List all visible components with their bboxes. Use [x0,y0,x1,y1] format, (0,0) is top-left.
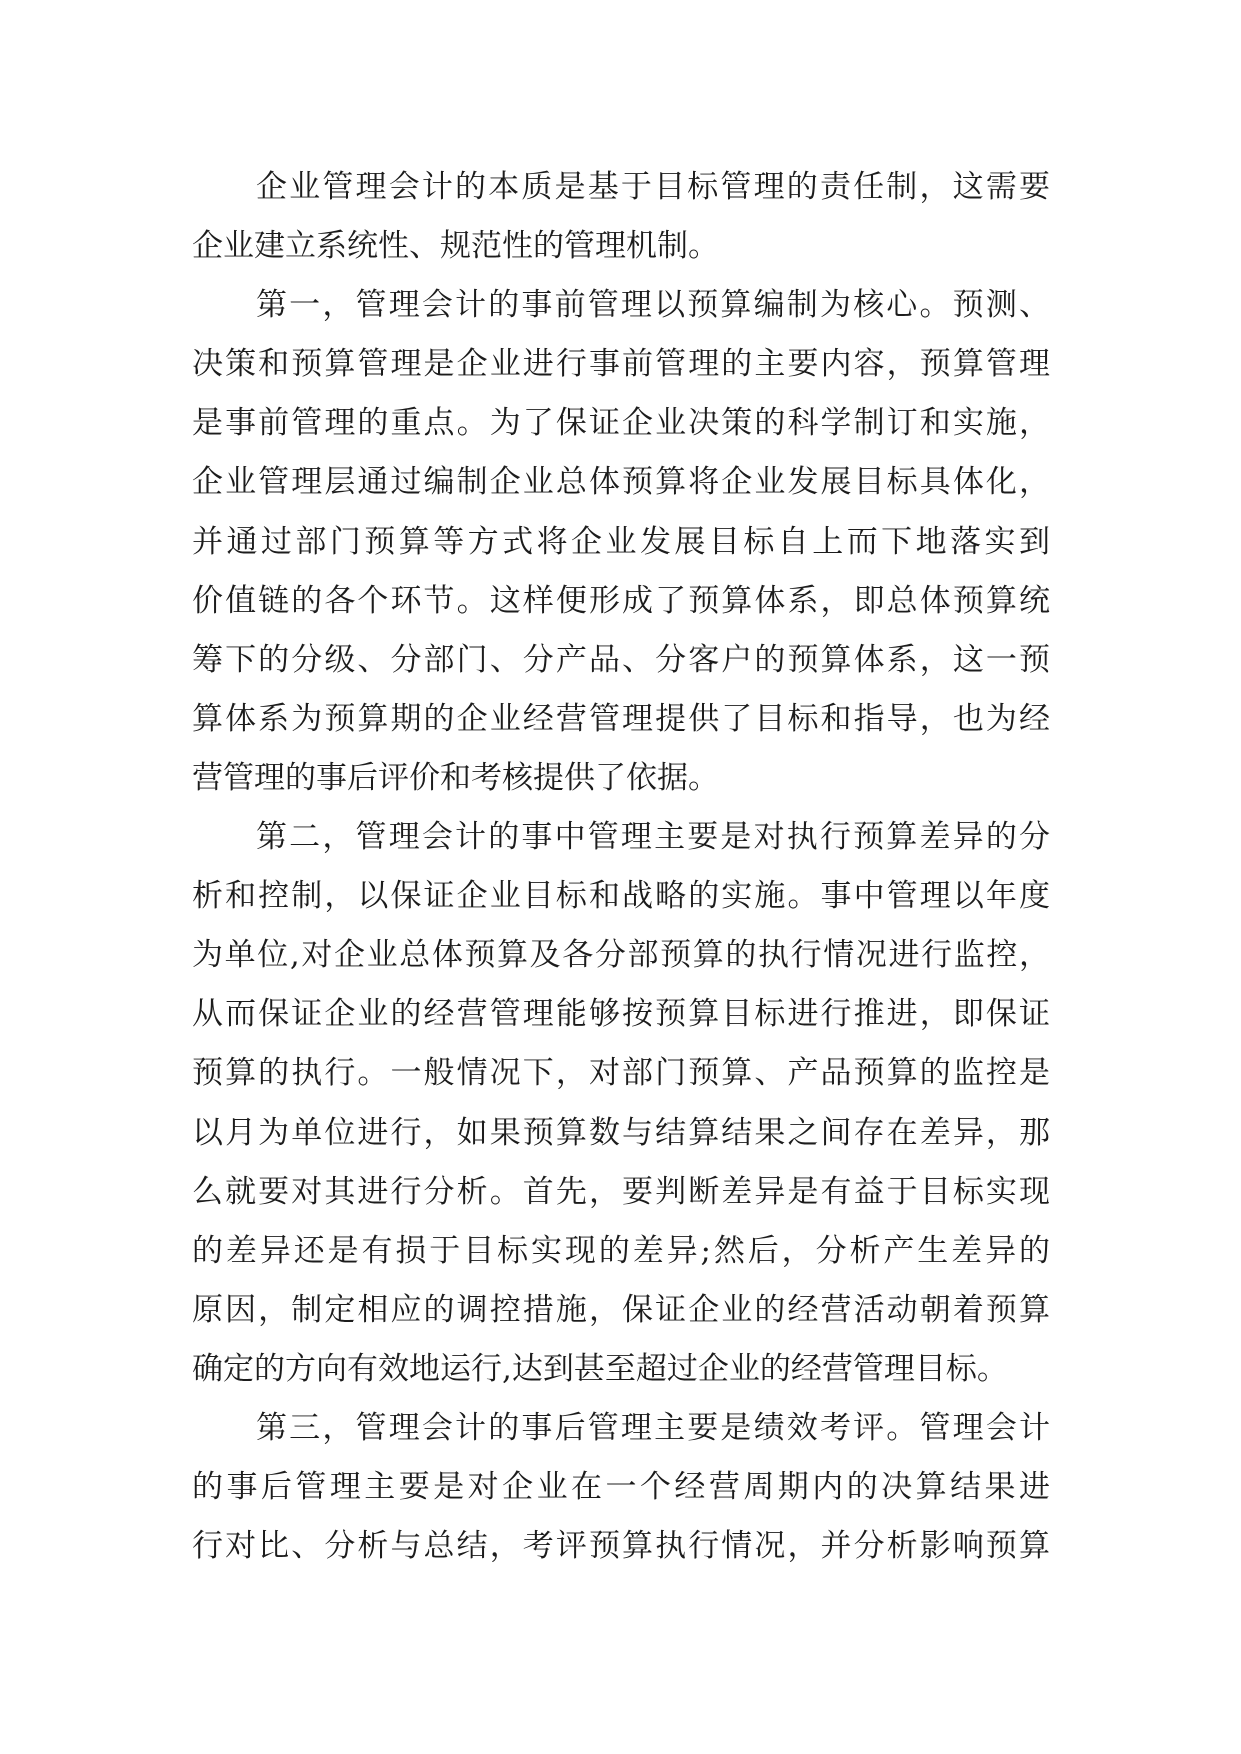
paragraph-2-line-8: 算体系为预算期的企业经营管理提供了目标和指导，也为经 [192,700,1050,737]
paragraph-2-line-5: 并通过部门预算等方式将企业发展目标自上而下地落实到 [192,523,1050,560]
paragraph-1-line-1: 企业管理会计的本质是基于目标管理的责任制，这需要 [256,169,1050,205]
paragraph-3-line-10: 确定的方向有效地运行,达到甚至超过企业的经营管理目标。 [192,1350,1008,1387]
paragraph-3-line-4: 从而保证企业的经营管理能够按预算目标进行推进，即保证 [192,996,1050,1033]
paragraph-3-line-2: 析和控制，以保证企业目标和战略的实施。事中管理以年度 [192,878,1050,915]
paragraph-3-line-8: 的差异还是有损于目标实现的差异;然后，分析产生差异的 [192,1232,1050,1269]
paragraph-3-line-7: 么就要对其进行分析。首先，要判断差异是有益于目标实现 [192,1173,1050,1210]
paragraph-3-line-3: 为单位,对企业总体预算及各分部预算的执行情况进行监控， [192,937,1050,974]
paragraph-2-line-6: 价值链的各个环节。这样便形成了预算体系，即总体预算统 [192,582,1050,619]
paragraph-3-line-5: 预算的执行。一般情况下，对部门预算、产品预算的监控是 [192,1055,1050,1092]
paragraph-1-line-2: 企业建立系统性、规范性的管理机制。 [192,228,719,265]
paragraph-2-line-4: 企业管理层通过编制企业总体预算将企业发展目标具体化， [192,464,1050,501]
paragraph-2-line-9: 营管理的事后评价和考核提供了依据。 [192,759,719,796]
paragraph-4-line-1: 第三，管理会计的事后管理主要是绩效考评。管理会计 [256,1409,1050,1446]
paragraph-2-line-2: 决策和预算管理是企业进行事前管理的主要内容，预算管理 [192,346,1050,383]
paragraph-2-line-3: 是事前管理的重点。为了保证企业决策的科学制订和实施， [192,405,1050,442]
paragraph-3-line-9: 原因，制定相应的调控措施，保证企业的经营活动朝着预算 [192,1291,1050,1328]
paragraph-4-line-3: 行对比、分析与总结，考评预算执行情况，并分析影响预算 [192,1528,1050,1565]
paragraph-2-line-7: 筹下的分级、分部门、分产品、分客户的预算体系，这一预 [192,641,1050,678]
paragraph-3-line-1: 第二，管理会计的事中管理主要是对执行预算差异的分 [256,819,1050,856]
paragraph-2-line-1: 第一，管理会计的事前管理以预算编制为核心。预测、 [256,287,1050,324]
document-body [192,158,1050,1576]
paragraph-4-line-2: 的事后管理主要是对企业在一个经营周期内的决算结果进 [192,1469,1050,1506]
paragraph-3-line-6: 以月为单位进行，如果预算数与结算结果之间存在差异，那 [192,1114,1050,1151]
